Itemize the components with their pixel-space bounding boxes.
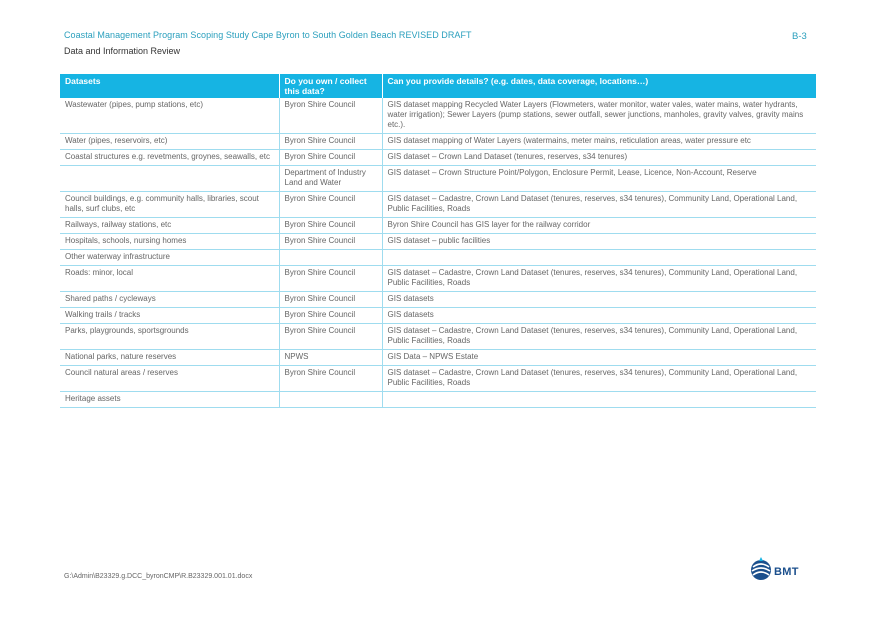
- bmt-globe-icon: [750, 556, 772, 582]
- cell-details: [382, 250, 816, 266]
- cell-details: GIS dataset – Cadastre, Crown Land Dataset (tenures, reserves, s34 tenures), Community Land, Operational Land, Public Facilities, Roads: [382, 266, 816, 292]
- page-number: B-3: [792, 31, 807, 42]
- cell-owner: NPWS: [279, 350, 382, 366]
- table-row: [60, 134, 816, 150]
- cell-dataset: Water (pipes, reservoirs, etc): [60, 134, 279, 150]
- cell-details: GIS dataset – Cadastre, Crown Land Dataset (tenures, reserves, s34 tenures), Community Land, Operational Land, Public Facilities, Roads: [382, 366, 816, 392]
- cell-dataset: Railways, railway stations, etc: [60, 218, 279, 234]
- table-row: [60, 392, 816, 408]
- cell-dataset: Heritage assets: [60, 392, 279, 408]
- table-row: [60, 234, 816, 250]
- cell-owner: [279, 250, 382, 266]
- cell-dataset: Hospitals, schools, nursing homes: [60, 234, 279, 250]
- cell-owner: Byron Shire Council: [279, 218, 382, 234]
- cell-details: GIS datasets: [382, 308, 816, 324]
- datasets-table: [60, 74, 816, 408]
- table-row: [60, 218, 816, 234]
- cell-dataset: Wastewater (pipes, pump stations, etc): [60, 98, 279, 134]
- cell-owner: [279, 392, 382, 408]
- cell-details: GIS dataset – Crown Land Dataset (tenures, reserves, s34 tenures): [382, 150, 816, 166]
- column-header-datasets: Datasets: [60, 74, 279, 98]
- table-row: [60, 308, 816, 324]
- cell-owner: Byron Shire Council: [279, 324, 382, 350]
- cell-dataset: Other waterway infrastructure: [60, 250, 279, 266]
- cell-owner: Byron Shire Council: [279, 308, 382, 324]
- cell-owner: Byron Shire Council: [279, 234, 382, 250]
- cell-dataset: Roads: minor, local: [60, 266, 279, 292]
- table-row: [60, 192, 816, 218]
- cell-owner: Department of Industry Land and Water: [279, 166, 382, 192]
- table-row: [60, 266, 816, 292]
- section-title: Data and Information Review: [64, 46, 181, 56]
- cell-dataset: Council natural areas / reserves: [60, 366, 279, 392]
- table-header-row: [60, 74, 816, 98]
- column-header-details: Can you provide details? (e.g. dates, data coverage, locations…): [382, 74, 816, 98]
- table-row: [60, 366, 816, 392]
- logo-wordmark: BMT: [774, 566, 799, 578]
- cell-owner: Byron Shire Council: [279, 98, 382, 134]
- cell-dataset: Walking trails / tracks: [60, 308, 279, 324]
- cell-details: [382, 392, 816, 408]
- table-row: [60, 350, 816, 366]
- cell-details: GIS dataset – Cadastre, Crown Land Dataset (tenures, reserves, s34 tenures), Community Land, Operational Land, Public Facilities, Roads: [382, 324, 816, 350]
- column-header-own-collect: Do you own / collect this data?: [279, 74, 382, 98]
- cell-details: GIS dataset – Cadastre, Crown Land Dataset (tenures, reserves, s34 tenures), Community Land, Operational Land, Public Facilities, Roads: [382, 192, 816, 218]
- cell-owner: Byron Shire Council: [279, 134, 382, 150]
- cell-owner: Byron Shire Council: [279, 266, 382, 292]
- table-body: [60, 98, 816, 408]
- table-row: [60, 250, 816, 266]
- table-row: [60, 166, 816, 192]
- cell-owner: Byron Shire Council: [279, 150, 382, 166]
- cell-owner: Byron Shire Council: [279, 292, 382, 308]
- cell-details: GIS dataset – Crown Structure Point/Polygon, Enclosure Permit, Lease, Licence, Non-Account, Reserve: [382, 166, 816, 192]
- cell-details: GIS Data – NPWS Estate: [382, 350, 816, 366]
- cell-details: GIS datasets: [382, 292, 816, 308]
- table-row: [60, 98, 816, 134]
- file-path-footer: G:\Admin\B23329.g.DCC_byronCMP\R.B23329.001.01.docx: [64, 573, 253, 580]
- cell-dataset: Parks, playgrounds, sportsgrounds: [60, 324, 279, 350]
- bmt-logo: [750, 556, 812, 582]
- cell-details: GIS dataset mapping Recycled Water Layers (Flowmeters, water monitor, water vales, water mains, water hydrants, water irrigation); Sewer Layers (pump stations, sewer outfall, sewer junctions, manholes, gravity valves, gravity mains etc.).: [382, 98, 816, 134]
- cell-details: Byron Shire Council has GIS layer for the railway corridor: [382, 218, 816, 234]
- document-title: Coastal Management Program Scoping Study Cape Byron to South Golden Beach REVISED DRAFT: [64, 30, 472, 40]
- cell-dataset: Coastal structures e.g. revetments, groynes, seawalls, etc: [60, 150, 279, 166]
- cell-owner: Byron Shire Council: [279, 192, 382, 218]
- cell-dataset: Shared paths / cycleways: [60, 292, 279, 308]
- cell-dataset: Council buildings, e.g. community halls, libraries, scout halls, surf clubs, etc: [60, 192, 279, 218]
- table-row: [60, 292, 816, 308]
- table-row: [60, 324, 816, 350]
- cell-details: GIS dataset mapping of Water Layers (watermains, meter mains, reticulation areas, water pressure etc: [382, 134, 816, 150]
- table-row: [60, 150, 816, 166]
- cell-owner: Byron Shire Council: [279, 366, 382, 392]
- cell-dataset: National parks, nature reserves: [60, 350, 279, 366]
- cell-dataset: [60, 166, 279, 192]
- cell-details: GIS dataset – public facilities: [382, 234, 816, 250]
